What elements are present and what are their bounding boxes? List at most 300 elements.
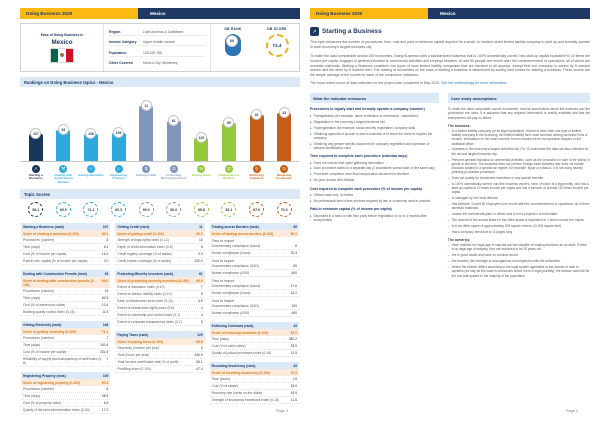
measure-heading: Paid-in minimum capital (% of income per capita) — [310, 207, 392, 212]
bullet-arrow-icon: ▸ — [310, 199, 312, 204]
table-row — [115, 345, 204, 352]
db-rank-label: DB RANK — [224, 27, 242, 31]
row-value: 7 — [106, 357, 109, 362]
getting-credit-icon: $ — [142, 165, 150, 173]
row-label: Border compliance (hours) — [211, 291, 251, 296]
bullet-text: Are in good health and have no criminal record. — [451, 253, 519, 258]
row-value: 18.0 — [290, 384, 297, 389]
indicator-measures-column — [310, 93, 439, 279]
bullet-dash-icon: – — [447, 259, 450, 264]
row-value: 7 — [200, 285, 203, 290]
table-title: Dealing with Construction Permits (rank) — [23, 271, 87, 276]
table-score-row — [210, 369, 299, 376]
row-label: Cost (% of warehouse value) — [23, 303, 66, 308]
economy-fact-row — [109, 39, 205, 46]
indicator-measures-header: What the indicator measures — [310, 93, 439, 103]
table-header-row — [115, 270, 204, 277]
row-label: Extent of disclosure index (0-10) — [117, 285, 165, 290]
table-row — [115, 258, 204, 265]
score-gauge-paying-taxes: 65.8 — [194, 202, 209, 217]
tables-column-3 — [210, 223, 299, 414]
row-value: 15 — [104, 289, 109, 294]
bullet-arrow-icon: ▸ — [310, 193, 312, 198]
case-study-column — [448, 93, 590, 279]
table-row — [115, 298, 204, 305]
assumption-bullet — [448, 176, 590, 180]
bullet-dash-icon: – — [447, 224, 450, 229]
row-value: 8 — [295, 244, 297, 249]
right-page — [310, 8, 590, 416]
rank-bar — [222, 123, 236, 161]
rank-value-bubble: 11 — [141, 100, 152, 111]
row-label: Cost (% of estate) — [211, 384, 239, 389]
indicator-table — [21, 223, 110, 265]
table-score-row — [115, 338, 204, 345]
score-gauge-getting-electricity: 71.1 — [83, 202, 98, 217]
topic-paying-taxes — [188, 165, 216, 185]
row-value: 4 — [200, 313, 203, 318]
topic-resolving-insolvency — [270, 165, 298, 185]
row-value: 8 — [106, 387, 109, 392]
section-title: Starting a Business — [322, 28, 382, 35]
row-value: 10 — [198, 238, 203, 243]
row-value: 8 — [200, 245, 203, 250]
db-rank-value: 60 — [226, 35, 238, 47]
topic-label: Registering Property — [110, 173, 127, 181]
table-row — [21, 302, 110, 309]
db-score-label: DB SCORE — [267, 27, 287, 31]
bullet-arrow-icon: ▸ — [310, 160, 312, 165]
topic-label: Enforcing Contracts — [249, 173, 264, 181]
assumption-bullet — [448, 212, 590, 216]
fact-value: Upper middle income — [143, 40, 176, 45]
indicator-table — [21, 270, 110, 316]
table-row — [21, 309, 110, 316]
ease-label: Ease of Doing Business in — [40, 32, 84, 37]
measure-bullet — [310, 161, 439, 165]
row-value: 350.2 — [288, 337, 297, 342]
bullet-text: Obtaining approval of spouse to start a business or to leave the home to register the company — [313, 131, 433, 140]
table-row — [210, 303, 299, 310]
row-label: Cost (% of claim value) — [211, 344, 246, 349]
row-label: Time (days) — [23, 343, 41, 348]
bullet-arrow-icon: ▸ — [310, 119, 312, 124]
row-value: 100.4 — [100, 343, 109, 348]
row-value: 4 — [200, 306, 203, 311]
score-gauge-slot — [160, 202, 188, 217]
table-row — [115, 312, 204, 319]
bullet-dash-icon: – — [447, 181, 450, 186]
indicator-table — [115, 331, 204, 373]
measure-bullet — [310, 120, 439, 124]
bullet-text: Performs general industrial or commercial activities, such as the production or sale to the public of goods or services. The business does not perform foreign trade activities and does not handle products subject to a special tax regime, for example, liquor or tobacco. It is not using heavily polluting production processes. — [451, 157, 590, 175]
table-row — [115, 366, 204, 373]
measure-bullet — [310, 172, 439, 176]
table-group-row: Cost to import — [211, 298, 235, 303]
economy-name-banner: Mexico — [428, 8, 590, 19]
table-row — [21, 244, 110, 251]
score-gauge-slot — [77, 202, 105, 217]
table-header-row — [21, 321, 110, 328]
bullet-arrow-icon: ▸ — [310, 113, 312, 118]
row-label: Credit bureau coverage (% of adults) — [117, 259, 172, 264]
fact-value: Mexico City, Monterrey — [143, 61, 178, 66]
bullet-dash-icon: – — [447, 129, 450, 134]
row-label: Building quality control index (0-15) — [23, 310, 75, 315]
indicator-tables — [20, 223, 300, 414]
row-label: Time (days) — [23, 394, 41, 399]
score-gauge-slot — [270, 202, 298, 217]
bullet-text: Is a limited liability company (or its legal equivalent). If there is more than one type of limited liability company in the economy, the limited liability form most common among domestic firms is chosen. Information on the most common form is obtained from incorporation lawyers or the statistical office. — [451, 129, 588, 146]
table-row — [210, 376, 299, 383]
bullet-arrow-icon: ▸ — [310, 141, 312, 146]
table-title: Paying Taxes (rank) — [117, 332, 149, 337]
row-value: 100.0 — [194, 259, 203, 264]
table-row — [115, 244, 204, 251]
assumption-heading: The owner(s): — [447, 237, 471, 242]
protecting-minority-investors-icon: ⚖ — [171, 165, 176, 171]
row-value: 7 — [106, 336, 109, 341]
topic-scores-band-title: Topic Scores — [20, 189, 300, 199]
economy-fact-row — [109, 29, 205, 36]
row-label: Extent of corporate transparency index (0-7) — [117, 320, 182, 325]
topic-score-gauges — [20, 202, 300, 217]
table-title: Registering Property (rank) — [23, 373, 66, 378]
score-label: Score of registering property (0-100) — [23, 380, 80, 385]
rank-bar-enforcing-contracts — [243, 109, 271, 161]
case-study-header: Case study assumptions — [448, 93, 590, 103]
score-value: 71.1 — [101, 329, 109, 334]
economy-facts — [104, 24, 210, 71]
measure-bullet — [310, 199, 439, 203]
fact-label: Region — [109, 29, 121, 34]
bullet-text: Is in an office space of approximately 929 square meters (10,000 square feet). — [451, 224, 562, 229]
table-score-row — [21, 277, 110, 288]
table-group-row: Cost to export — [211, 258, 235, 263]
table-row — [115, 319, 204, 326]
bullet-text: The amount of the annual lease for the office space is equivalent to 1 times income per capita. — [451, 218, 585, 223]
right-page-number: Page 4 — [565, 409, 578, 413]
topic-getting-electricity — [77, 165, 105, 185]
fact-label: Cities Covered — [109, 61, 133, 66]
table-row — [115, 251, 204, 258]
assumption-bullet — [448, 129, 590, 146]
row-label: Documentary compliance (hours) — [211, 244, 261, 249]
score-gauge-protecting-minority-investors: 60.0 — [166, 202, 181, 217]
row-value: 16.2 — [101, 252, 109, 257]
resolving-insolvency-icon: ↻ — [280, 165, 288, 173]
registering-property-icon: ⌂ — [115, 165, 123, 173]
fact-label: Income Category — [109, 40, 137, 45]
row-value: 400 — [291, 271, 297, 276]
starting-a-business-icon: ↗ — [32, 165, 40, 173]
score-label: Score of resolving insolvency (0-100) — [211, 370, 270, 375]
rank-bar-construction-permits — [50, 124, 78, 161]
bullet-dash-icon: – — [447, 243, 450, 248]
table-row — [210, 250, 299, 257]
table-row — [21, 295, 110, 302]
rankings-chart — [20, 89, 300, 162]
bullet-arrow-icon: ▸ — [310, 166, 312, 171]
row-label: Time (days) — [23, 245, 41, 250]
table-row — [210, 350, 299, 357]
table-rank-value: 107 — [102, 224, 109, 229]
rankings-band-title: Rankings on Doing Business topics - Mexico — [20, 77, 300, 87]
table-header-row — [21, 223, 110, 230]
table-row — [21, 342, 110, 349]
row-label: Recovery rate (cents on the dollar) — [211, 391, 263, 396]
row-value: 17.0 — [101, 408, 109, 413]
methodology-link[interactable]: See the methodology for more information — [441, 81, 507, 86]
score-gauge-slot — [132, 202, 160, 217]
table-score-row — [21, 230, 110, 237]
row-label: Time (years) — [211, 377, 231, 382]
fact-value: 126,190,788 — [143, 50, 162, 55]
topic-trading-across-borders — [215, 165, 243, 185]
row-value: 4.5 — [198, 299, 203, 304]
indicator-table — [210, 362, 299, 404]
row-value: 11.5 — [102, 310, 109, 315]
score-label: Score of dealing with construction permits (0-100) — [23, 278, 95, 287]
economy-name-banner: Mexico — [138, 8, 300, 19]
table-row — [21, 288, 110, 295]
indicator-table — [115, 223, 204, 265]
report-banner — [310, 8, 590, 19]
row-value: 20.4 — [290, 251, 297, 256]
bullet-dash-icon: – — [447, 212, 450, 217]
table-row — [210, 263, 299, 270]
rank-bar-paying-taxes — [188, 132, 216, 161]
intro-paragraph-2: To make the data comparable across 190 economies, Doing Business uses a standardized business that is 100% domestically owned, has start-up capital equivalent to 10 times the income per capita, engages in general industrial or commercial activities and employs between 10 and 50 people one month after the commencement of operations, all of whom are domestic nationals. Starting a Business considers two types of local limited liability companies that are identical in all aspects, except that one company is owned by 5 married women and the other by 5 married men. The ranking of economies on the ease of starting a business is determined by sorting their scores for starting a business. These scores are the simple average of the scores for each of the component indicators. — [310, 53, 590, 78]
score-label: Score of trading across borders (0-100) — [211, 231, 274, 236]
db-score-block — [255, 24, 299, 71]
bullet-text: Deposited in a bank or with third party before registration or up to 3 months after incorporation — [313, 213, 427, 222]
measure-heading: Cost required to complete each procedure (% of income per capita) — [310, 186, 422, 191]
tables-column-1 — [21, 223, 110, 414]
row-label: Quality of judicial processes index (0-18) — [211, 351, 272, 356]
table-title: Enforcing Contracts (rank) — [211, 323, 254, 328]
row-value: 11.5 — [290, 398, 297, 403]
table-row — [210, 336, 299, 343]
paying-taxes-icon: % — [199, 165, 204, 171]
row-label: Time (days) — [23, 296, 41, 301]
bullet-arrow-icon: ▸ — [310, 178, 312, 183]
rank-bar-getting-electricity — [77, 128, 105, 161]
indicator-table — [210, 223, 299, 317]
data-collection-note — [310, 81, 590, 86]
measure-bullet — [310, 166, 439, 170]
report-banner — [20, 8, 300, 19]
indicator-table — [21, 321, 110, 367]
bullet-text: Where the answer differs according to the legal system applicable to the woman or man in question (as may be the case in economies where there is legal plurality), the answer used will be the one that applies to the majority of the population. — [451, 265, 590, 278]
table-row — [115, 237, 204, 244]
assumption-bullet — [448, 182, 590, 194]
assumption-bullet — [448, 147, 590, 155]
score-gauge-starting-a-business: 86.1 — [28, 202, 43, 217]
table-row — [21, 386, 110, 393]
rank-value-bubble: 69 — [223, 117, 234, 128]
row-label: Procedures (number) — [23, 336, 55, 341]
row-label: Procedures (number) — [23, 289, 55, 294]
case-study-intro: To make the data comparable across economies, several assumptions about the business and the procedures are used. It is assumed that any required information is readily available and that the entrepreneur will pay no bribes. — [447, 107, 590, 120]
rank-value-bubble: 107 — [30, 128, 41, 139]
economy-block — [21, 24, 104, 71]
measure-bullet — [310, 126, 439, 130]
row-value: 240.5 — [194, 353, 203, 358]
row-label: Time (hours per year) — [117, 353, 149, 358]
topic-icons-row — [20, 165, 300, 185]
score-label: Score of starting a business (0-100) — [23, 231, 79, 236]
table-row — [115, 352, 204, 359]
topic-label: Dealing with Construction Permits — [54, 173, 73, 184]
row-value: 10.4 — [101, 303, 109, 308]
table-row — [210, 310, 299, 317]
row-label: Cost (% of property value) — [23, 401, 62, 406]
rank-value-bubble: 43 — [251, 109, 262, 120]
bullet-text: No professional fees unless services required by law or commonly used in practice — [313, 199, 431, 204]
score-gauge-slot — [105, 202, 133, 217]
intro-paragraph-1: This topic measures the number of procedures, time, cost and paid-in minimum capital required for a small- to medium-sized limited liability company to start up and formally operate in each economy's largest business city. — [310, 40, 590, 49]
assumption-bullet — [448, 243, 590, 251]
rank-bar-resolving-insolvency — [270, 107, 298, 161]
row-value: 100 — [291, 304, 297, 309]
topic-getting-credit — [132, 165, 160, 185]
mexico-flag-icon — [50, 48, 74, 63]
table-title: Protecting Minority Investors (rank) — [117, 271, 174, 276]
economy-name: Mexico — [51, 38, 73, 46]
case-study-body — [448, 124, 590, 278]
rank-bar-protecting-minority-investors — [160, 115, 188, 161]
two-column-section — [310, 93, 590, 279]
table-title: Getting Electricity (rank) — [23, 322, 62, 327]
score-gauge-construction-permits: 69.0 — [56, 202, 71, 217]
topic-protecting-minority-investors — [160, 165, 188, 185]
row-label: Paid-in min. capital (% of income per capita) — [23, 259, 88, 264]
table-row — [21, 335, 110, 342]
bullet-text: Has a company deed that is 10 pages long. — [451, 230, 513, 235]
row-label: Credit registry coverage (% of adults) — [117, 252, 172, 257]
score-gauge-slot — [50, 202, 78, 217]
rank-score-block — [210, 24, 299, 71]
score-value: 82.1 — [290, 231, 297, 236]
bullet-dash-icon: – — [447, 218, 450, 223]
summary-card — [20, 23, 300, 72]
rank-bar-starting-a-business — [22, 128, 50, 161]
table-title: Starting a Business (rank) — [23, 224, 64, 229]
rank-value-bubble: 105 — [113, 127, 124, 138]
report-title: Doing Business 2020 — [20, 8, 138, 19]
indicator-table — [21, 372, 110, 414]
bullet-text: Registration in the economy's largest business city — [313, 119, 385, 124]
bullet-text: Preregistration (for example, name verification or reservation, notarization) — [313, 113, 419, 118]
score-value: 70.3 — [290, 370, 297, 375]
table-rank-value: 105 — [102, 373, 109, 378]
assumption-bullet — [448, 158, 590, 175]
score-value: 60.0 — [196, 278, 203, 283]
indicator-table — [115, 270, 204, 326]
topic-starting-a-business — [22, 165, 50, 185]
row-value: 55.1 — [196, 360, 203, 365]
row-value: 0.0 — [103, 259, 109, 264]
left-page — [20, 8, 300, 416]
bullet-text: Has between 10 and 50 employees one month after the commencement of operations, all of them domestic nationals. — [451, 202, 590, 211]
score-value: 65.8 — [196, 339, 203, 344]
row-label: Total tax and contribution rate (% of profit) — [117, 360, 179, 365]
row-value: 331.6 — [100, 350, 109, 355]
score-gauge-slot — [215, 202, 243, 217]
bullet-text: No prior contact with officials — [313, 178, 355, 183]
row-value: 0.0 — [198, 252, 203, 257]
topic-label: Protecting Minority Investors — [160, 173, 187, 181]
table-rank-value: 69 — [293, 224, 297, 229]
score-gauge-resolving-insolvency: 70.3 — [277, 202, 292, 217]
bullet-arrow-icon: ▸ — [310, 125, 312, 130]
getting-electricity-icon: ⚡ — [87, 165, 95, 173]
row-label: Quality of the land administration index (0-30) — [23, 408, 90, 413]
table-row — [115, 359, 204, 366]
fact-value: Latin America & Caribbean — [143, 29, 184, 34]
row-value: 82.5 — [101, 296, 109, 301]
row-label: Ease of shareholder suits index (0-10) — [117, 299, 174, 304]
db-rank-block — [211, 24, 255, 71]
table-row — [21, 237, 110, 244]
score-label: Score of enforcing contracts (0-100) — [211, 330, 269, 335]
table-group-row: Time to import — [211, 278, 235, 283]
trading-across-borders-icon: ⇄ — [225, 165, 233, 173]
row-label: Time (days) — [211, 337, 229, 342]
fact-label: Population — [109, 50, 127, 55]
score-value: 69.0 — [101, 278, 109, 283]
row-label: Border compliance (USD) — [211, 311, 250, 316]
rank-bar — [167, 121, 181, 161]
row-value: 6 — [200, 346, 203, 351]
bullet-text: Does not include time spent gathering information — [313, 160, 384, 165]
measure-bullet — [310, 142, 439, 150]
bullet-dash-icon: – — [447, 230, 450, 235]
score-gauge-slot — [188, 202, 216, 217]
table-score-row — [21, 379, 110, 386]
measure-bullet — [310, 214, 439, 222]
row-label: Extent of ownership and control index (0-7) — [117, 313, 181, 318]
table-row — [115, 284, 204, 291]
row-value: 5 — [200, 320, 203, 325]
bullet-text: Is managed by one local director. — [451, 196, 499, 201]
rank-bar — [277, 113, 291, 161]
row-label: Extent of shareholder rights index (0-6) — [117, 306, 175, 311]
bullet-text: Official costs only, no bribes — [313, 193, 353, 198]
rank-bar — [139, 106, 153, 161]
row-label: Payments (number per year) — [117, 346, 160, 351]
topic-enforcing-contracts — [243, 165, 271, 185]
rank-value-bubble: 120 — [196, 132, 207, 143]
table-rank-value: 33 — [293, 363, 297, 368]
bullet-text: Obtaining any gender specific document for company registration and operation or national identification card — [313, 141, 430, 150]
assumption-bullet — [448, 196, 590, 200]
bullet-arrow-icon: ▸ — [310, 213, 312, 218]
table-rank-value: 43 — [293, 323, 297, 328]
table-header-row — [115, 223, 204, 230]
score-gauge-slot — [22, 202, 50, 217]
table-row — [21, 400, 110, 407]
topic-label: Getting Credit — [136, 173, 157, 177]
rank-value-bubble: 93 — [58, 124, 69, 135]
bullet-text: Postregistration (for example, social security registration, company seal) — [313, 125, 416, 130]
table-header-row — [210, 223, 299, 230]
topic-label: Resolving Insolvency — [276, 173, 292, 181]
table-row — [21, 393, 110, 400]
row-label: Cost (% of income per capita) — [23, 350, 67, 355]
table-header-row — [210, 362, 299, 369]
